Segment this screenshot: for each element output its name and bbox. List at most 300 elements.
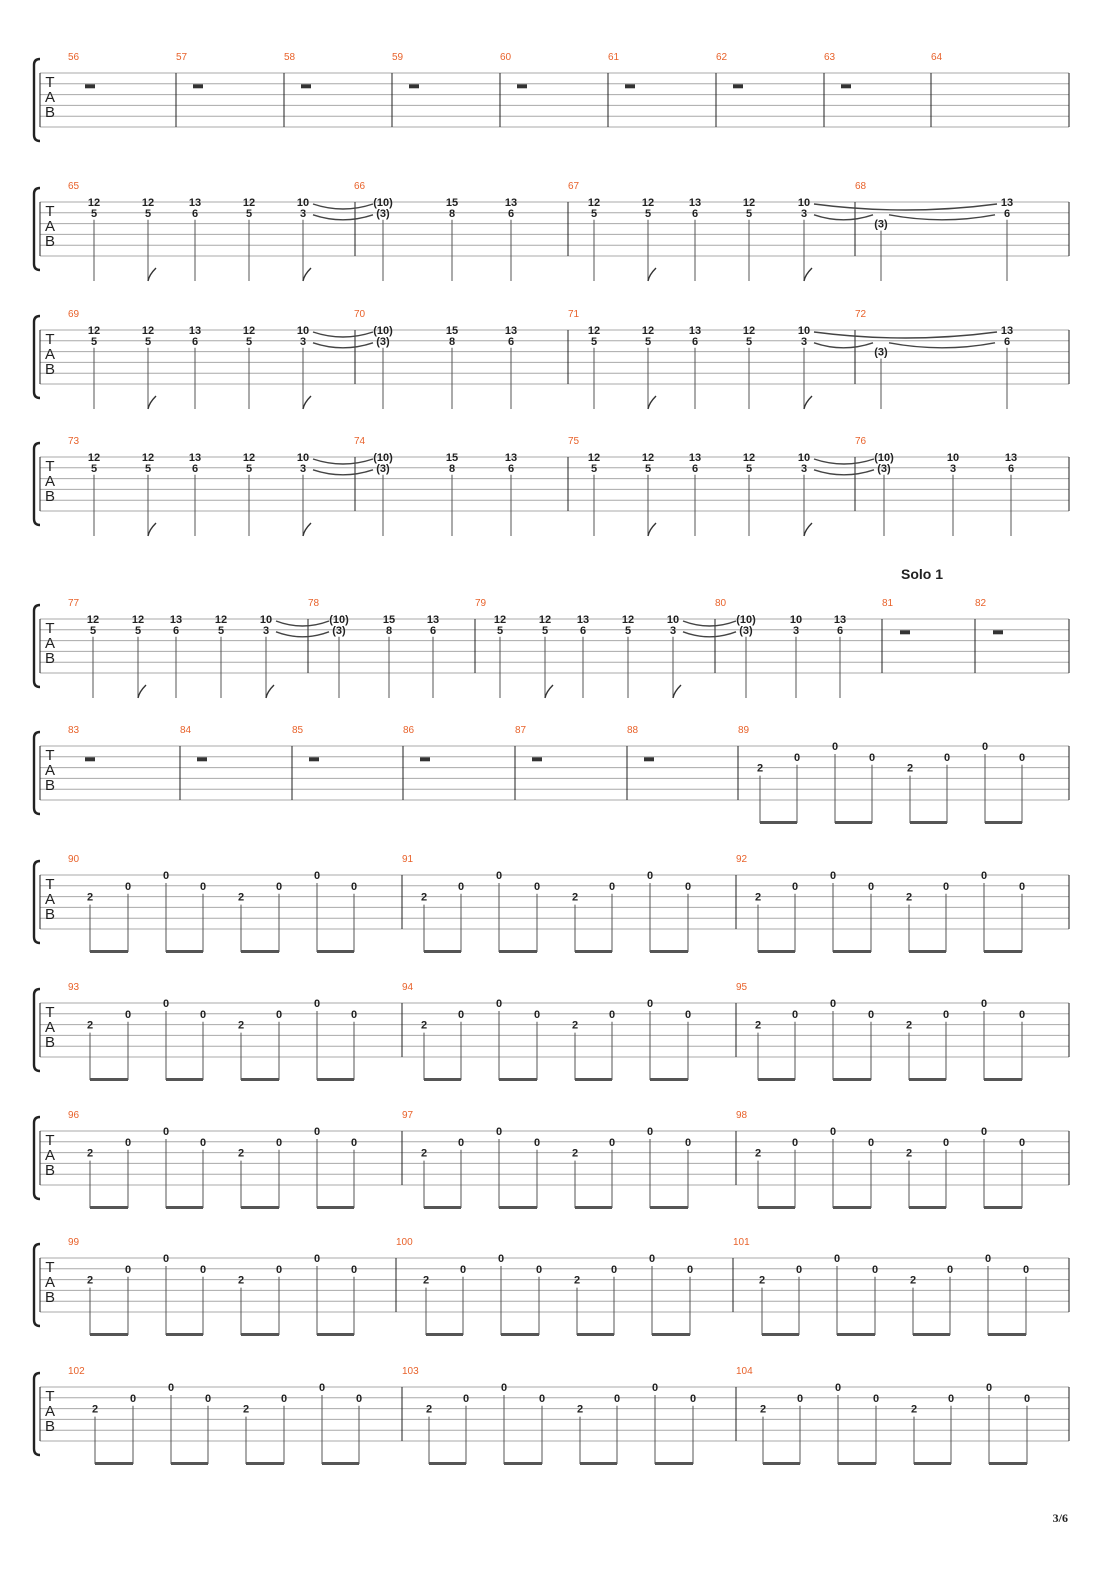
fret-number: 0 [947,1392,955,1405]
note-beam [499,1078,537,1081]
fret-number: 0 [533,1008,541,1021]
whole-rest [644,757,654,761]
fret-number: 12 [242,325,256,337]
note-beam [499,1206,537,1209]
system-bracket [34,861,40,943]
fret-number: 12 [742,197,756,209]
note-flag [648,396,656,409]
fret-number: 13 [188,197,202,209]
fret-number: 0 [495,1126,503,1138]
fret-number: 0 [162,870,170,882]
note-beam [171,1462,208,1465]
fret-number: 0 [459,1263,467,1276]
measure-number: 98 [736,1110,748,1121]
fret-number: 2 [573,1274,581,1287]
tab-clef-t: T [45,1259,55,1276]
fret-number: 2 [86,891,94,904]
fret-number: (10) [373,197,393,209]
measure-number: 61 [608,52,620,63]
fret-number: 0 [651,1382,659,1394]
fret-number: 10 [797,197,811,209]
fret-number: 5 [496,624,504,637]
fret-number: 5 [644,207,652,220]
whole-rest [197,757,207,761]
system-3 [34,309,1069,409]
measure-number: 85 [292,725,304,736]
fret-number: 10 [797,452,811,464]
fret-number: 0 [350,1136,358,1149]
note-beam [984,1078,1022,1081]
fret-number: 15 [445,452,459,464]
fret-number: 12 [141,197,155,209]
fret-number: 12 [621,614,635,626]
fret-number: 13 [188,452,202,464]
note-beam [322,1462,359,1465]
fret-number: 12 [742,452,756,464]
fret-number: 0 [350,1008,358,1021]
fret-number: 5 [541,624,549,637]
fret-number: 0 [162,1126,170,1138]
fret-number: 13 [188,325,202,337]
system-bracket [34,732,40,814]
fret-number: 5 [590,207,598,220]
fret-number: 12 [587,325,601,337]
measure-number: 68 [855,181,867,192]
note-beam [988,1333,1026,1336]
note-beam [246,1462,284,1465]
fret-number: 2 [905,891,913,904]
note-beam [317,1333,354,1336]
fret-number: 0 [457,1136,465,1149]
fret-number: 0 [1023,1392,1031,1405]
fret-number: (10) [373,452,393,464]
fret-number: 0 [946,1263,954,1276]
fret-number: (3) [739,624,753,637]
tab-clef-t: T [45,620,55,637]
fret-number: 0 [868,751,876,764]
fret-number: 0 [608,1136,616,1149]
fret-number: 10 [296,325,310,337]
fret-number: 13 [688,452,702,464]
measure-number: 66 [354,181,366,192]
whole-rest [409,84,419,88]
fret-number: 10 [789,614,803,626]
note-beam [90,950,128,953]
fret-number: 0 [646,870,654,882]
system-1 [34,52,1069,141]
note-beam [833,950,871,953]
measure-number: 69 [68,309,80,320]
fret-number: 12 [538,614,552,626]
measure-number: 67 [568,181,580,192]
tab-clef-b: B [44,1034,56,1051]
tab-clef-b: B [44,777,56,794]
tab-clef-a: A [44,1019,56,1036]
fret-number: 0 [457,1008,465,1021]
fret-number: 2 [237,1274,245,1287]
measure-number: 59 [392,52,404,63]
tab-clef-a: A [44,1274,56,1291]
note-beam [499,950,537,953]
tab-clef-b: B [44,361,56,378]
measure-number: 103 [402,1366,419,1377]
note-beam [758,1206,795,1209]
measure-number: 99 [68,1237,80,1248]
fret-number: 12 [86,614,100,626]
note-beam [835,821,872,824]
measure-number: 63 [824,52,836,63]
tie-arc [814,470,874,475]
note-beam [166,1333,203,1336]
note-flag [648,268,656,281]
note-beam [760,821,797,824]
fret-number: 0 [350,880,358,893]
fret-number: 6 [429,624,437,637]
note-beam [580,1462,617,1465]
fret-number: 0 [199,1008,207,1021]
fret-number: 0 [124,1263,132,1276]
tab-clef-a: A [44,635,56,652]
measure-number: 92 [736,854,748,865]
note-beam [575,1206,612,1209]
fret-number: 2 [91,1403,99,1416]
fret-number: 5 [745,335,753,348]
fret-number: 0 [980,998,988,1010]
fret-number: 12 [87,325,101,337]
note-flag [648,523,656,536]
fret-number: 0 [791,880,799,893]
tab-clef-a: A [44,762,56,779]
fret-number: 10 [296,452,310,464]
fret-number: 3 [262,624,270,637]
fret-number: 5 [144,335,152,348]
tab-clef-b: B [44,488,56,505]
fret-number: 6 [507,335,515,348]
fret-number: 2 [425,1403,433,1416]
fret-number: 13 [576,614,590,626]
measure-number: 96 [68,1110,80,1121]
tab-clef-a: A [44,218,56,235]
note-beam [166,1078,203,1081]
fret-number: 13 [688,325,702,337]
tie-arc [814,215,873,220]
measure-number: 64 [931,52,943,63]
fret-number: 12 [242,452,256,464]
note-beam [577,1333,614,1336]
note-beam [426,1333,463,1336]
fret-number: (10) [373,325,393,337]
note-beam [909,1078,946,1081]
fret-number: 3 [800,207,808,220]
fret-number: 6 [691,207,699,220]
fret-number: 10 [666,614,680,626]
measure-number: 60 [500,52,512,63]
note-beam [758,1078,795,1081]
fret-number: 12 [87,452,101,464]
fret-number: 13 [504,325,518,337]
tab-clef-b: B [44,104,56,121]
note-beam [763,1462,800,1465]
note-beam [317,1206,354,1209]
section-label-solo: Solo 1 [900,566,944,582]
tab-clef-t: T [45,74,55,91]
note-beam [984,950,1022,953]
note-beam [241,950,279,953]
fret-number: 0 [204,1392,212,1405]
note-beam [317,950,354,953]
system-7 [34,854,1069,953]
tab-clef-t: T [45,458,55,475]
fret-number: 6 [691,462,699,475]
fret-number: 0 [831,741,839,753]
fret-number: 0 [167,1382,175,1394]
fret-number: 0 [538,1392,546,1405]
fret-number: 5 [90,335,98,348]
fret-number: 10 [259,614,273,626]
fret-number: 6 [1003,207,1011,220]
note-beam [501,1333,539,1336]
fret-number: 6 [579,624,587,637]
fret-number: 0 [829,998,837,1010]
note-beam [838,1462,876,1465]
fret-number: 2 [420,891,428,904]
note-beam [655,1462,693,1465]
fret-number: 2 [420,1019,428,1032]
note-beam [909,950,946,953]
system-bracket [34,443,40,525]
measure-number: 76 [855,436,867,447]
tie-arc [889,343,995,348]
tie-arc [276,621,329,626]
fret-number: 5 [245,462,253,475]
note-beam [166,1206,203,1209]
note-beam [833,1206,871,1209]
fret-number: 5 [89,624,97,637]
measure-number: 82 [975,598,987,609]
fret-number: 0 [495,870,503,882]
fret-number: 13 [1000,197,1014,209]
fret-number: 0 [275,1008,283,1021]
measure-number: 56 [68,52,80,63]
fret-number: 0 [495,998,503,1010]
note-flag [545,685,553,698]
tie-arc [889,215,995,220]
tie-arc [313,332,373,337]
fret-number: 0 [689,1392,697,1405]
note-flag [804,396,812,409]
fret-number: 0 [833,1253,841,1265]
fret-number: 12 [141,325,155,337]
measure-number: 100 [396,1237,413,1248]
system-2 [34,181,1069,281]
note-flag [303,523,311,536]
fret-number: 15 [445,197,459,209]
note-beam [90,1206,128,1209]
fret-number: 0 [199,1136,207,1149]
note-beam [833,1078,871,1081]
fret-number: 0 [355,1392,363,1405]
fret-number: 5 [745,462,753,475]
fret-number: (10) [736,614,756,626]
fret-number: 5 [590,462,598,475]
note-beam [909,1206,946,1209]
measure-number: 72 [855,309,867,320]
note-beam [837,1333,875,1336]
fret-number: 0 [795,1263,803,1276]
whole-rest [309,757,319,761]
note-beam [241,1206,279,1209]
fret-number: (3) [376,335,390,348]
fret-number: 5 [90,462,98,475]
measure-number: 74 [354,436,366,447]
fret-number: 8 [448,335,456,348]
note-flag [148,268,156,281]
measure-number: 77 [68,598,80,609]
fret-number: 5 [245,207,253,220]
fret-number: 12 [493,614,507,626]
fret-number: 0 [646,998,654,1010]
tie-arc [276,632,329,637]
tab-clef-t: T [45,1004,55,1021]
fret-number: 0 [791,1008,799,1021]
tab-clef-t: T [45,1132,55,1149]
fret-number: 3 [792,624,800,637]
tie-arc [313,470,373,475]
fret-number: 0 [980,1126,988,1138]
fret-number: 10 [296,197,310,209]
fret-number: 0 [313,998,321,1010]
measure-number: 78 [308,598,320,609]
fret-number: (10) [329,614,349,626]
system-9 [34,1110,1069,1209]
system-6 [34,725,1069,824]
fret-number: 0 [684,1008,692,1021]
tab-clef-a: A [44,89,56,106]
fret-number: (3) [877,462,891,475]
measure-number: 81 [882,598,894,609]
fret-number: 0 [793,751,801,764]
fret-number: 2 [906,762,914,775]
tab-clef-b: B [44,1162,56,1179]
measure-number: 58 [284,52,296,63]
note-beam [758,950,795,953]
note-flag [148,523,156,536]
fret-number: 2 [754,891,762,904]
note-beam [241,1333,279,1336]
measure-number: 62 [716,52,728,63]
tab-clef-a: A [44,1403,56,1420]
fret-number: 3 [949,462,957,475]
note-beam [424,1206,461,1209]
fret-number: 2 [905,1147,913,1160]
note-beam [166,950,203,953]
fret-number: 0 [985,1382,993,1394]
fret-number: 0 [684,1136,692,1149]
tie-arc [814,204,997,210]
note-beam [90,1078,128,1081]
note-beam [914,1462,951,1465]
fret-number: (10) [874,452,894,464]
fret-number: 0 [275,880,283,893]
measure-number: 73 [68,436,80,447]
tab-clef-t: T [45,876,55,893]
note-beam [90,1333,128,1336]
fret-number: 6 [191,335,199,348]
fret-number: 3 [800,462,808,475]
fret-number: 2 [576,1403,584,1416]
fret-number: 3 [299,335,307,348]
fret-number: 0 [280,1392,288,1405]
fret-number: 0 [829,1126,837,1138]
fret-number: 13 [1000,325,1014,337]
tab-clef-a: A [44,891,56,908]
fret-number: 2 [571,891,579,904]
note-flag [673,685,681,698]
fret-number: 13 [833,614,847,626]
system-bracket [34,1373,40,1455]
fret-number: 0 [981,741,989,753]
fret-number: 12 [587,197,601,209]
fret-number: 2 [420,1147,428,1160]
fret-number: 0 [497,1253,505,1265]
fret-number: 12 [587,452,601,464]
fret-number: 0 [1022,1263,1030,1276]
system-bracket [34,316,40,398]
fret-number: 12 [131,614,145,626]
fret-number: 8 [385,624,393,637]
note-beam [985,821,1022,824]
fret-number: (3) [874,218,888,231]
fret-number: 0 [791,1136,799,1149]
measure-number: 84 [180,725,192,736]
system-10 [34,1237,1069,1336]
measure-number: 86 [403,725,415,736]
measure-number: 97 [402,1110,414,1121]
fret-number: 12 [87,197,101,209]
note-flag [303,396,311,409]
whole-rest [193,84,203,88]
fret-number: 5 [134,624,142,637]
whole-rest [993,630,1003,634]
tab-clef-b: B [44,1289,56,1306]
tie-arc [313,343,373,348]
fret-number: 0 [313,1126,321,1138]
tab-clef-t: T [45,747,55,764]
fret-number: (3) [376,207,390,220]
fret-number: 0 [646,1126,654,1138]
fret-number: 12 [641,325,655,337]
fret-number: 13 [426,614,440,626]
tie-arc [814,459,874,464]
note-beam [424,1078,461,1081]
fret-number: 5 [144,462,152,475]
fret-number: 0 [533,880,541,893]
fret-number: 0 [648,1253,656,1265]
fret-number: 0 [313,1253,321,1265]
fret-number: 2 [905,1019,913,1032]
fret-number: 0 [1018,1008,1026,1021]
tie-arc [814,343,873,348]
fret-number: 12 [641,197,655,209]
fret-number: 10 [797,325,811,337]
fret-number: 6 [191,462,199,475]
fret-number: 6 [836,624,844,637]
fret-number: 0 [984,1253,992,1265]
tie-arc [814,332,997,338]
system-bracket [34,605,40,687]
note-beam [429,1462,466,1465]
fret-number: 8 [448,462,456,475]
